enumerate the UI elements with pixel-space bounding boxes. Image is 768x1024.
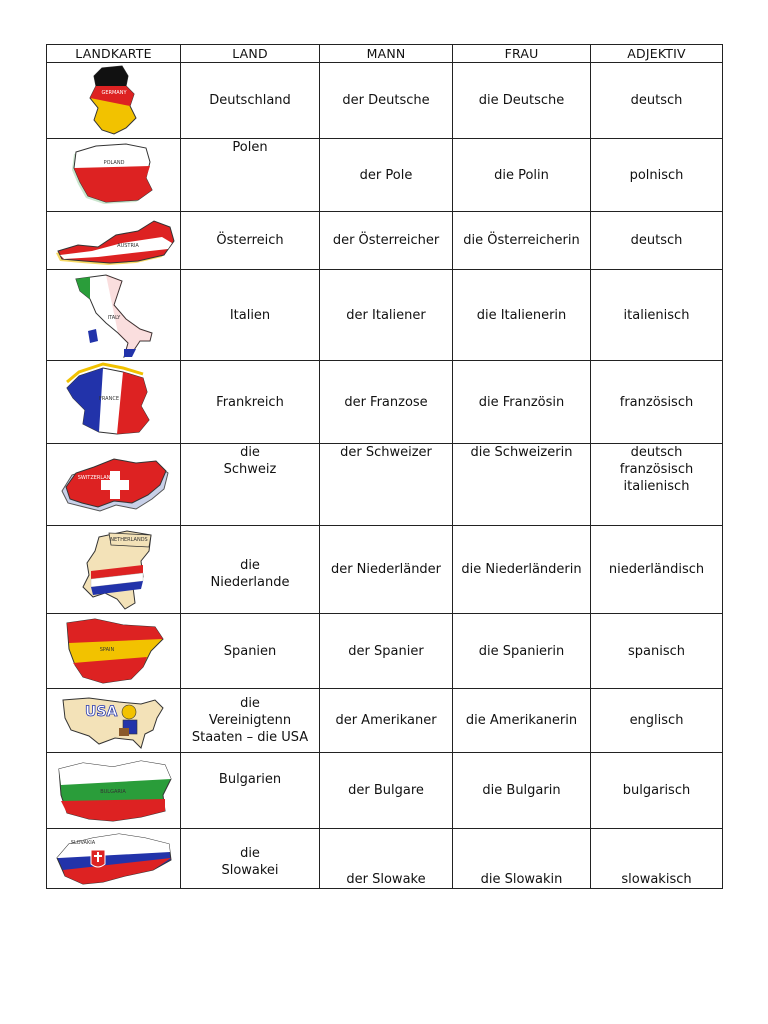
adjective-cell: englisch xyxy=(591,689,723,753)
man-cell: der Deutsche xyxy=(320,63,453,139)
table-row xyxy=(47,689,723,753)
table-row xyxy=(47,526,723,614)
map-cell xyxy=(47,139,181,212)
adjective-cell: italienisch xyxy=(591,270,723,361)
table-row xyxy=(47,829,723,889)
map-cell xyxy=(47,270,181,361)
slovakia-map-icon xyxy=(53,830,175,888)
woman-cell: die Schweizerin xyxy=(453,444,591,526)
france-map-icon xyxy=(59,362,169,442)
map-cell xyxy=(47,614,181,689)
country-cell: die Slowakei xyxy=(181,829,320,889)
man-cell: der Schweizer xyxy=(320,444,453,526)
table-row xyxy=(47,139,723,212)
map-label: SWITZERLAND xyxy=(77,474,114,481)
woman-cell: die Spanierin xyxy=(453,614,591,689)
map-cell xyxy=(47,212,181,270)
table-header-row xyxy=(47,45,723,63)
map-label: FRANCE xyxy=(98,396,119,402)
country-cell: Frankreich xyxy=(181,361,320,444)
country-cell: Polen xyxy=(181,139,320,212)
switzerland-map-icon xyxy=(56,451,172,519)
country-cell: Bulgarien xyxy=(181,753,320,829)
man-cell: der Franzose xyxy=(320,361,453,444)
man-cell: der Spanier xyxy=(320,614,453,689)
table-row xyxy=(47,614,723,689)
italy-map-icon xyxy=(66,271,162,359)
usa-map-icon xyxy=(59,690,169,752)
woman-cell: die Bulgarin xyxy=(453,753,591,829)
map-cell xyxy=(47,361,181,444)
adjective-cell: slowakisch xyxy=(591,829,723,889)
woman-cell: die Amerikanerin xyxy=(453,689,591,753)
map-label: SPAIN xyxy=(99,647,114,653)
header-adjective: ADJEKTIV xyxy=(591,45,723,63)
spain-map-icon xyxy=(59,615,169,687)
map-label: SLOVAKIA xyxy=(70,839,95,846)
table-row xyxy=(47,361,723,444)
woman-cell: die Slowakin xyxy=(453,829,591,889)
man-cell: der Pole xyxy=(320,139,453,212)
germany-map-icon xyxy=(74,64,154,138)
adjective-cell: deutsch französisch italienisch xyxy=(591,444,723,526)
country-cell: Österreich xyxy=(181,212,320,270)
map-label: POLAND xyxy=(103,160,124,166)
adjective-cell: deutsch xyxy=(591,63,723,139)
map-label: BULGARIA xyxy=(99,788,126,795)
header-woman: FRAU xyxy=(453,45,591,63)
map-cell xyxy=(47,444,181,526)
woman-cell: die Polin xyxy=(453,139,591,212)
country-cell: die Vereinigtenn Staaten – die USA xyxy=(181,689,320,753)
map-cell xyxy=(47,689,181,753)
adjective-cell: bulgarisch xyxy=(591,753,723,829)
man-cell: der Österreicher xyxy=(320,212,453,270)
map-label: USA xyxy=(84,703,117,720)
adjective-cell: deutsch xyxy=(591,212,723,270)
header-country: LAND xyxy=(181,45,320,63)
map-label: AUSTRIA xyxy=(116,242,139,249)
table-row xyxy=(47,753,723,829)
woman-cell: die Österreicherin xyxy=(453,212,591,270)
country-cell: Italien xyxy=(181,270,320,361)
map-cell xyxy=(47,63,181,139)
country-cell: die Niederlande xyxy=(181,526,320,614)
nationality-vocabulary-table xyxy=(46,44,723,889)
header-map: LANDKARTE xyxy=(47,45,181,63)
map-cell xyxy=(47,829,181,889)
man-cell: der Bulgare xyxy=(320,753,453,829)
map-cell xyxy=(47,526,181,614)
woman-cell: die Niederländerin xyxy=(453,526,591,614)
map-cell xyxy=(47,753,181,829)
man-cell: der Niederländer xyxy=(320,526,453,614)
table-row xyxy=(47,270,723,361)
header-man: MANN xyxy=(320,45,453,63)
man-cell: der Amerikaner xyxy=(320,689,453,753)
table-row xyxy=(47,63,723,139)
map-label: NETHERLANDS xyxy=(109,536,148,543)
adjective-cell: französisch xyxy=(591,361,723,444)
man-cell: der Italiener xyxy=(320,270,453,361)
austria-map-icon xyxy=(52,213,176,269)
adjective-cell: spanisch xyxy=(591,614,723,689)
map-label: GERMANY xyxy=(100,89,127,96)
man-cell: der Slowake xyxy=(320,829,453,889)
map-label: ITALY xyxy=(107,315,120,321)
country-cell: die Schweiz xyxy=(181,444,320,526)
woman-cell: die Italienerin xyxy=(453,270,591,361)
poland-map-icon xyxy=(64,140,164,210)
adjective-cell: polnisch xyxy=(591,139,723,212)
netherlands-map-icon xyxy=(69,527,159,613)
country-cell: Spanien xyxy=(181,614,320,689)
table-row xyxy=(47,444,723,526)
woman-cell: die Deutsche xyxy=(453,63,591,139)
adjective-cell: niederländisch xyxy=(591,526,723,614)
woman-cell: die Französin xyxy=(453,361,591,444)
bulgaria-map-icon xyxy=(53,755,175,827)
country-cell: Deutschland xyxy=(181,63,320,139)
table-row xyxy=(47,212,723,270)
